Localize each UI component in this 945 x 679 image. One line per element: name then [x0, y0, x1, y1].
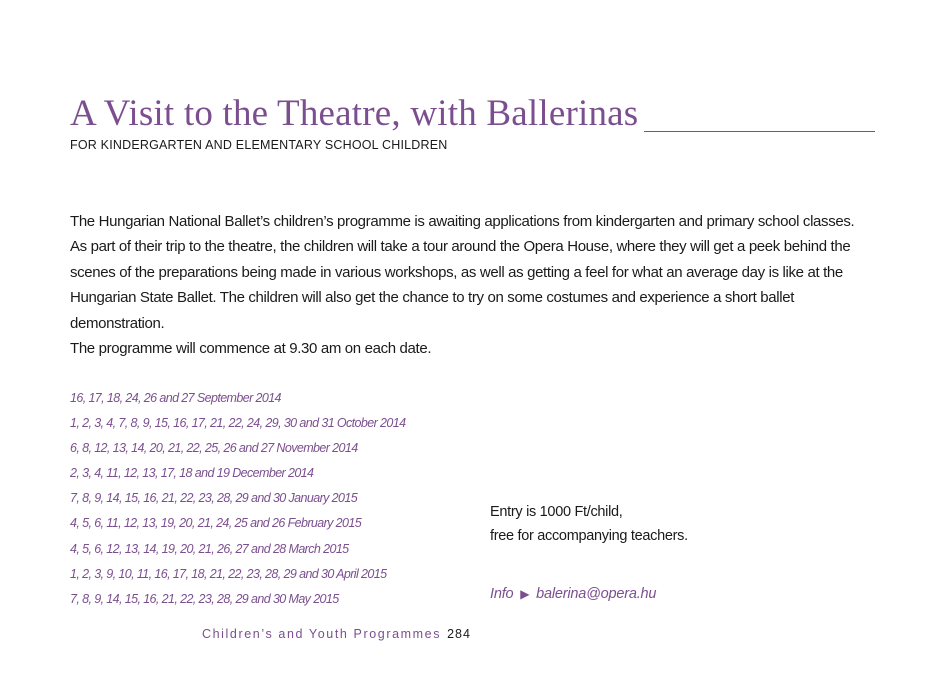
- date-item: 1, 2, 3, 9, 10, 11, 16, 17, 18, 21, 22, 23, 28, 29 and 30 April 2015: [70, 566, 387, 581]
- info-email-link[interactable]: balerina@opera.hu: [536, 586, 657, 602]
- date-item: 4, 5, 6, 12, 13, 14, 19, 20, 21, 26, 27 and 28 March 2015: [70, 541, 349, 556]
- title-row: [70, 92, 875, 136]
- page-subtitle: FOR KINDERGARTEN AND ELEMENTARY SCHOOL CHILDREN: [70, 138, 448, 152]
- date-item: 4, 5, 6, 11, 12, 13, 19, 20, 21, 24, 25 and 26 February 2015: [70, 516, 362, 531]
- page-footer: [202, 627, 471, 641]
- description-paragraph: The Hungarian National Ballet’s children’s programme is awaiting applications from kindergarten and primary school classes. As part of their trip to the theatre, the children will take a tour around the Opera House, where they will get a peek behind the scenes of the preparations being made in various workshops, as well as getting a feel for what an average day is like at the Hungarian State Ballet. The children will also get the chance to try on some costumes and experience a short ballet demonstration.: [70, 213, 855, 332]
- entry-price: [490, 500, 688, 548]
- date-item: 2, 3, 4, 11, 12, 13, 17, 18 and 19 December 2014: [70, 466, 314, 481]
- date-item: 1, 2, 3, 4, 7, 8, 9, 15, 16, 17, 21, 22, 24, 29, 30 and 31 October 2014: [70, 416, 406, 431]
- date-item: 6, 8, 12, 13, 14, 20, 21, 22, 25, 26 and 27 November 2014: [70, 441, 358, 456]
- date-item: 7, 8, 9, 14, 15, 16, 21, 22, 23, 28, 29 and 30 May 2015: [70, 591, 339, 606]
- entry-price-line: Entry is 1000 Ft/child,: [490, 504, 623, 520]
- entry-teachers-line: free for accompanying teachers.: [490, 528, 688, 544]
- page-title: A Visit to the Theatre, with Ballerinas: [70, 93, 639, 134]
- date-item: 7, 8, 9, 14, 15, 16, 21, 22, 23, 28, 29 and 30 January 2015: [70, 491, 358, 506]
- info-label: Info: [490, 586, 514, 602]
- footer-section-title: Children’s and Youth Programmes: [202, 627, 442, 641]
- start-time-note: The programme will commence at 9.30 am on each date.: [70, 340, 432, 358]
- description: [70, 209, 870, 361]
- page-number: 284: [447, 627, 471, 641]
- title-underline: [644, 131, 875, 132]
- dates-list: [70, 386, 405, 612]
- info-contact: [490, 586, 656, 602]
- date-item: 16, 17, 18, 24, 26 and 27 September 2014: [70, 391, 281, 405]
- arrow-right-icon: ▶: [520, 587, 530, 601]
